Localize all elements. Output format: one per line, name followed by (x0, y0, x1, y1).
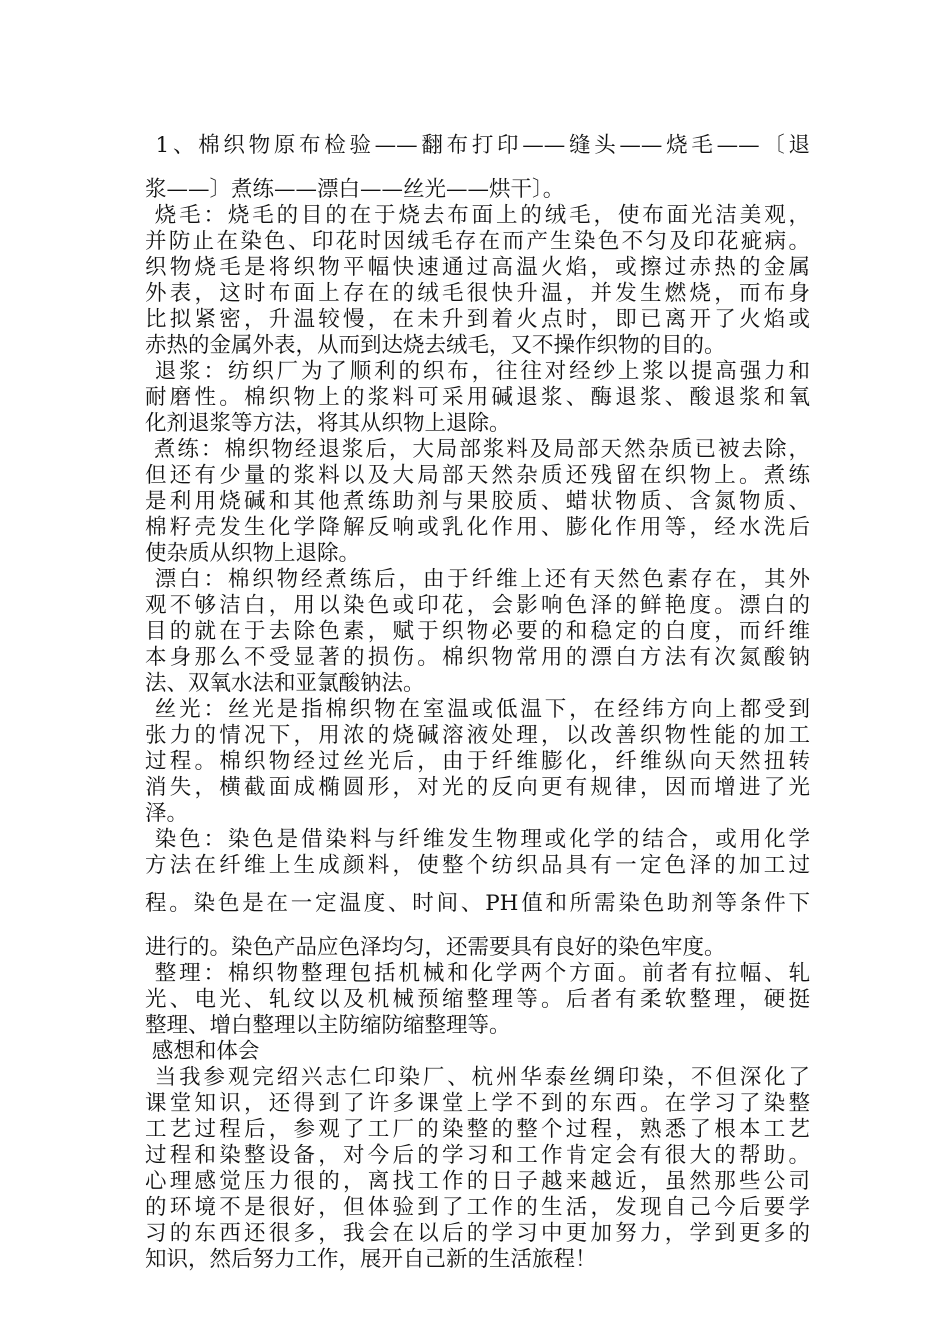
text-line: 退浆：纺织厂为了顺利的织布，往往对经纱上浆以提高强力和 (145, 359, 810, 384)
text-line: 棉籽壳发生化学降解反响或乳化作用、膨化作用等，经水洗后 (145, 515, 810, 540)
text-line: 心理感觉压力很的，离找工作的日子越来越近，虽然那些公司 (145, 1169, 810, 1194)
text-line: 比拟紧密，升温较慢，在未升到着火点时，即已离开了火焰或 (145, 307, 810, 332)
text-line: 张力的情况下，用浓的烧碱溶液处理，以改善织物性能的加工 (145, 723, 810, 748)
text-line: 漂白：棉织物经煮练后，由于纤维上还有天然色素存在，其外 (145, 567, 810, 592)
text-line: 是利用烧碱和其他煮练助剂与果胶质、蜡状物质、含氮物质、 (145, 489, 810, 514)
text-line: 赤热的金属外表，从而到达烧去绒毛，又不操作织物的目的。 (145, 333, 726, 358)
text-line: 工艺过程后，参观了工厂的染整的整个过程，熟悉了根本工艺 (145, 1117, 810, 1142)
text-line: 法、双氧水法和亚氯酸钠法。 (145, 671, 425, 696)
text-line: 1、棉织物原布检验——翻布打印——缝头——烧毛——〔退 (145, 133, 810, 158)
text-line: 习的东西还很多，我会在以后的学习中更加努力，学到更多的 (145, 1221, 810, 1246)
text-line: 但还有少量的浆料以及大局部天然杂质还残留在织物上。煮练 (145, 463, 810, 488)
text-line: 方法在纤维上生成颜料，使整个纺织品具有一定色泽的加工过 (145, 853, 810, 878)
text-line: 泽。 (145, 801, 189, 826)
text-line: 当我参观完绍兴志仁印染厂、杭州华泰丝绸印染，不但深化了 (145, 1065, 810, 1090)
text-line: 丝光：丝光是指棉织物在室温或低温下，在经纬方向上都受到 (145, 697, 810, 722)
section-heading: 感想和体会 (145, 1039, 260, 1064)
text-line: 整理：棉织物整理包括机械和化学两个方面。前者有拉幅、轧 (145, 961, 810, 986)
text-line: 化剂退浆等方法，将其从织物上退除。 (145, 411, 511, 436)
text-line: 整理、增白整理以主防缩防缩整理等。 (145, 1013, 511, 1038)
text-line: 浆——〕煮练——漂白——丝光——烘干〕。 (145, 177, 565, 202)
text-line: 外表，这时布面上存在的绒毛很快升温，并发生燃烧，而布身 (145, 281, 810, 306)
text-line: 目的就在于去除色素，赋于织物必要的和稳定的白度，而纤维 (145, 619, 810, 644)
text-line: 耐磨性。棉织物上的浆料可采用碱退浆、酶退浆、酸退浆和氧 (145, 385, 810, 410)
text-line: 过程和染整设备，对今后的学习和工作肯定会有很大的帮助。 (145, 1143, 810, 1168)
document-body (145, 133, 810, 1273)
text-line: 使杂质从织物上退除。 (145, 541, 361, 566)
text-line: 本身那么不受显著的损伤。棉织物常用的漂白方法有次氮酸钠 (145, 645, 810, 670)
text-line: 织物烧毛是将织物平幅快速通过高温火焰，或擦过赤热的金属 (145, 255, 810, 280)
text-line: 知识，然后努力工作，展开自己新的生活旅程！ (145, 1247, 597, 1272)
text-line: 染色：染色是借染料与纤维发生物理或化学的结合，或用化学 (145, 827, 810, 852)
text-line: 煮练：棉织物经退浆后，大局部浆料及局部天然杂质已被去除， (145, 437, 810, 462)
text-line: 光、电光、轧纹以及机械预缩整理等。后者有柔软整理，硬挺 (145, 987, 810, 1012)
text-line: 观不够洁白，用以染色或印花，会影响色泽的鲜艳度。漂白的 (145, 593, 810, 618)
text-line: 进行的。染色产品应色泽均匀，还需要具有良好的染色牢度。 (145, 935, 726, 960)
text-line: 课堂知识，还得到了许多课堂上学不到的东西。在学习了染整 (145, 1091, 810, 1116)
text-line: 并防止在染色、印花时因绒毛存在而产生染色不匀及印花疵病。 (145, 229, 810, 254)
text-line: 消失，横截面成椭圆形，对光的反向更有规律，因而增进了光 (145, 775, 810, 800)
text-line: 烧毛：烧毛的目的在于烧去布面上的绒毛，使布面光洁美观， (145, 203, 810, 228)
text-line: 的环境不是很好，但体验到了工作的生活，发现自己今后要学 (145, 1195, 810, 1220)
text-line: 程。染色是在一定温度、时间、PH值和所需染色助剂等条件下 (145, 891, 810, 916)
text-line: 过程。棉织物经过丝光后，由于纤维膨化，纤维纵向天然扭转 (145, 749, 810, 774)
